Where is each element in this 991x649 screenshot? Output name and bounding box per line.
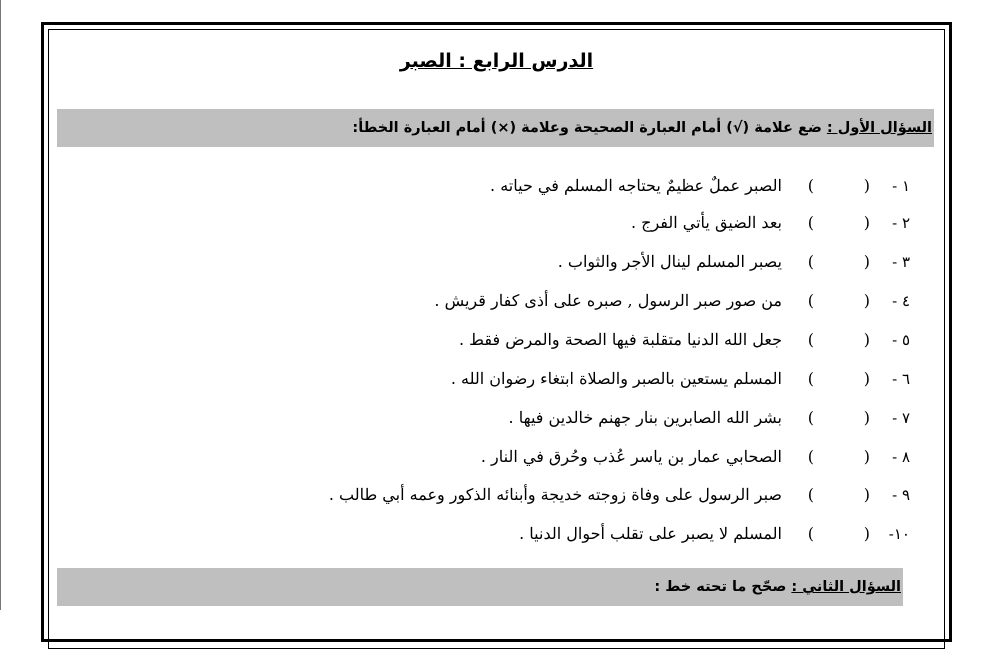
- item-text: الصبر عملٌ عظيمٌ يحتاجه المسلم في حياته .: [490, 176, 782, 195]
- item-number: ٩ -: [892, 486, 910, 504]
- list-item: [150, 325, 910, 355]
- page-edge-line: [0, 0, 1, 610]
- answer-paren-close: ): [807, 291, 814, 310]
- answer-paren-close: ): [807, 369, 814, 388]
- list-item: [150, 171, 910, 201]
- answer-paren-open: (: [863, 252, 870, 271]
- item-text: من صور صبر الرسول , صبره على أذى كفار قريش .: [434, 291, 782, 310]
- list-item: [150, 519, 910, 549]
- answer-paren-close: ): [807, 447, 814, 466]
- item-text: بعد الضيق يأتي الفرج .: [630, 213, 782, 232]
- list-item: [150, 480, 910, 510]
- item-number: ٥ -: [892, 331, 910, 349]
- lesson-title: الدرس الرابع : الصبر: [399, 50, 594, 72]
- answer-paren-open: (: [863, 485, 870, 504]
- answer-paren-open: (: [863, 291, 870, 310]
- answer-paren-close: ): [807, 213, 814, 232]
- item-text: يصبر المسلم لينال الأجر والثواب .: [557, 252, 782, 271]
- list-item: [150, 247, 910, 277]
- answer-paren-open: (: [863, 447, 870, 466]
- question-2-header: [57, 568, 903, 606]
- item-text: الصحابي عمار بن ياسر عُذب وحُرق في النار .: [480, 447, 782, 466]
- answer-paren-close: ): [807, 330, 814, 349]
- answer-paren-close: ): [807, 252, 814, 271]
- list-item: [150, 442, 910, 472]
- item-number: ٢ -: [892, 214, 910, 232]
- item-number: ٨ -: [892, 448, 910, 466]
- list-item: [150, 403, 910, 433]
- question-2-label: السؤال الثاني :: [791, 579, 901, 595]
- item-number: ٦ -: [892, 370, 910, 388]
- item-number: ٤ -: [892, 292, 910, 310]
- question-1-header: [57, 109, 934, 147]
- answer-paren-close: ): [807, 524, 814, 543]
- item-text: المسلم يستعين بالصبر والصلاة ابتغاء رضوان الله .: [450, 369, 782, 388]
- answer-paren-close: ): [807, 408, 814, 427]
- item-number: ٧ -: [892, 409, 910, 427]
- item-text: صبر الرسول على وفاة زوجته خديجة وأبنائه الذكور وعمه أبي طالب .: [328, 485, 782, 504]
- item-number: ١ -: [892, 177, 910, 195]
- answer-paren-open: (: [863, 369, 870, 388]
- list-item: [150, 364, 910, 394]
- answer-paren-open: (: [863, 524, 870, 543]
- answer-paren-close: ): [807, 176, 814, 195]
- question-1-instruction: ضع علامة (√) أمام العبارة الصحيحة وعلامة (×) أمام العبارة الخطأ:: [352, 120, 827, 136]
- answer-paren-open: (: [863, 408, 870, 427]
- list-item: [150, 286, 910, 316]
- answer-paren-close: ): [807, 485, 814, 504]
- question-1-label: السؤال الأول :: [826, 120, 932, 136]
- list-item: [150, 208, 910, 238]
- item-text: المسلم لا يصبر على تقلب أحوال الدنيا .: [519, 524, 782, 543]
- answer-paren-open: (: [863, 176, 870, 195]
- item-text: بشر الله الصابرين بنار جهنم خالدين فيها .: [508, 408, 782, 427]
- answer-paren-open: (: [863, 330, 870, 349]
- answer-paren-open: (: [863, 213, 870, 232]
- item-number: ١٠-: [888, 525, 910, 543]
- item-number: ٣ -: [892, 253, 910, 271]
- question-2-instruction: صحّح ما تحته خط :: [654, 579, 792, 595]
- item-text: جعل الله الدنيا متقلبة فيها الصحة والمرض فقط .: [459, 330, 782, 349]
